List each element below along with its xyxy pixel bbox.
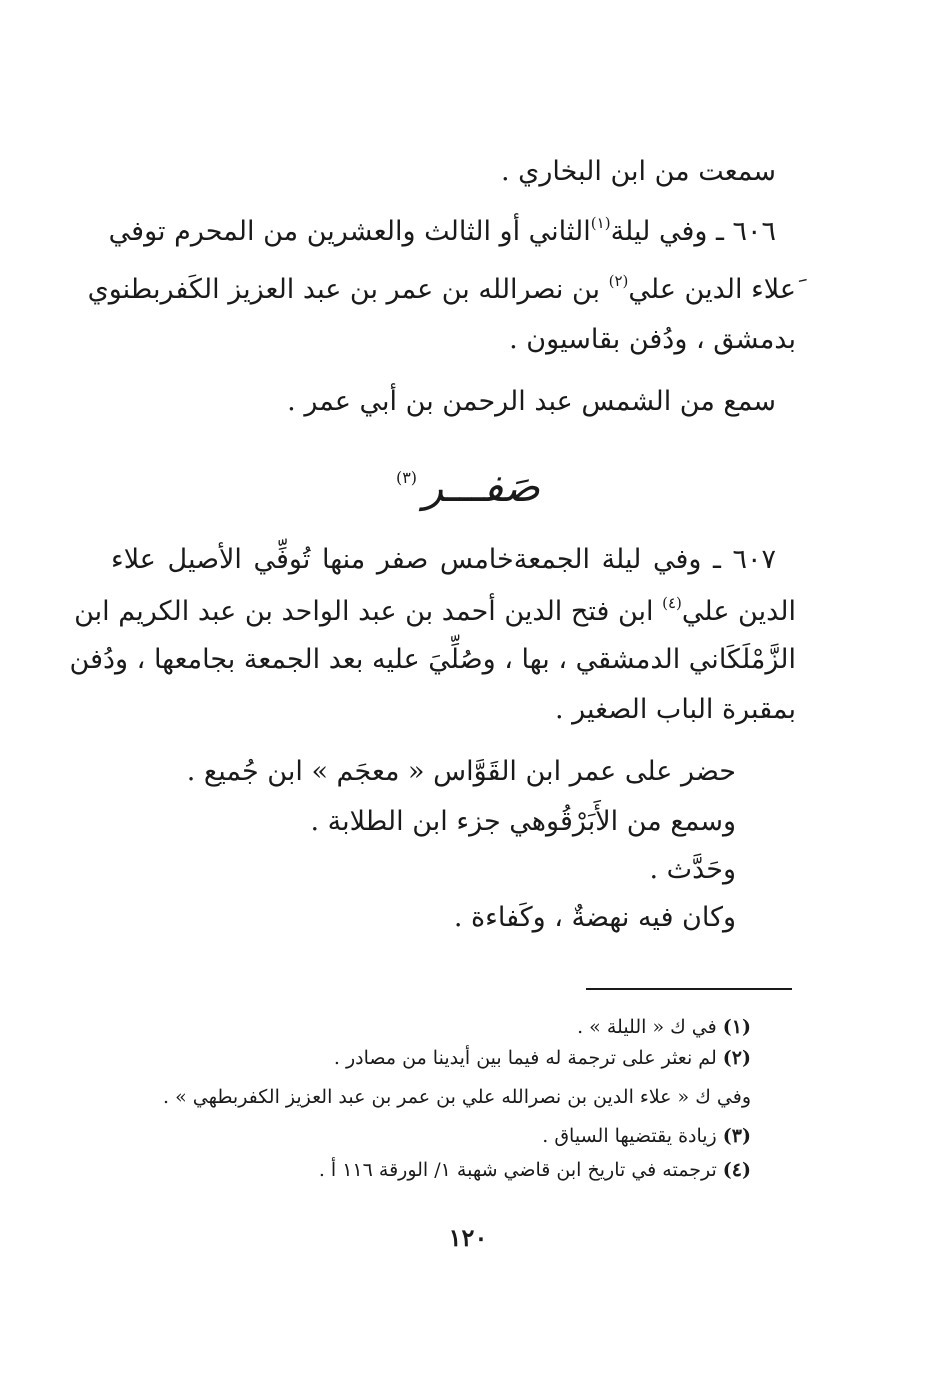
footnote-ref-3: (٣) bbox=[395, 468, 418, 487]
section-heading: صَفـــر(٣) bbox=[395, 462, 541, 511]
entry-607-line-4: بمقبرة الباب الصغير . bbox=[554, 694, 796, 725]
entry-606-line-3: بدمشق ، ودُفن بقاسيون . bbox=[509, 324, 796, 355]
footnote-3: (٣) زيادة يقتضيها السياق . bbox=[542, 1125, 751, 1147]
footnote-2-continued: وفي ك « علاء الدين بن نصرالله علي بن عمر بن عبد العزيز الكفربطهي » . bbox=[162, 1086, 751, 1108]
entry-607-haddath: وحَدَّث . bbox=[649, 854, 736, 885]
entry-607-line-3: الزَّمْلَكَاني الدمشقي ، بها ، وصُلِّيَ عليه بعد الجمعة بجامعها ، ودُفن bbox=[69, 644, 796, 675]
footnote-separator bbox=[586, 988, 792, 990]
footnote-ref-4: (٤) bbox=[662, 594, 682, 612]
footnote-ref-1: (١) bbox=[590, 214, 611, 232]
page-number: ١٢٠ bbox=[448, 1223, 488, 1252]
footnote-4: (٤) ترجمته في تاريخ ابن قاضي شهبة ١/ الورقة ١١٦ أ . bbox=[318, 1159, 751, 1181]
entry-607-sama: وسمع من الأَبَرْقُوهي جزء ابن الطلابة . bbox=[310, 806, 736, 837]
entry-607-hadar: حضر على عمر ابن القَوَّاس « معجَم » ابن جُميع . bbox=[186, 756, 736, 787]
entry-607-line-2: الدين علي$^{(٤)}$ ابن فتح الدين أحمد بن عبد الواحد بن عبد الكريم ابن bbox=[74, 594, 796, 627]
entry-607-line-1: ٦٠٧ ـ وفي ليلة الجمعةخامس صفر منها تُوفِّي الأصيل علاء bbox=[111, 544, 776, 575]
entry-606-line-2: َعلاء الدين علي$^{(٢)}$ بن نصرالله بن عمر بن عبد العزيز الكَفربطنوي bbox=[87, 272, 796, 305]
entry-606-line-1: ٦٠٦ ـ وفي ليلة$^{(١)}$الثاني أو الثالث والعشرين من المحرم توفي bbox=[108, 214, 776, 247]
entry-606-sama: سمع من الشمس عبد الرحمن بن أبي عمر . bbox=[287, 386, 776, 417]
entry-607-nahda: وكان فيه نهضةٌ ، وكَفاءة . bbox=[453, 902, 736, 933]
text-line-1: سمعت من ابن البخاري . bbox=[501, 156, 776, 187]
footnote-2: (٢) لم نعثر على ترجمة له فيما بين أيدينا من مصادر . bbox=[333, 1047, 751, 1069]
footnote-ref-2: (٢) bbox=[608, 272, 629, 290]
footnote-1: (١) في ك « الليلة » . bbox=[577, 1016, 751, 1038]
